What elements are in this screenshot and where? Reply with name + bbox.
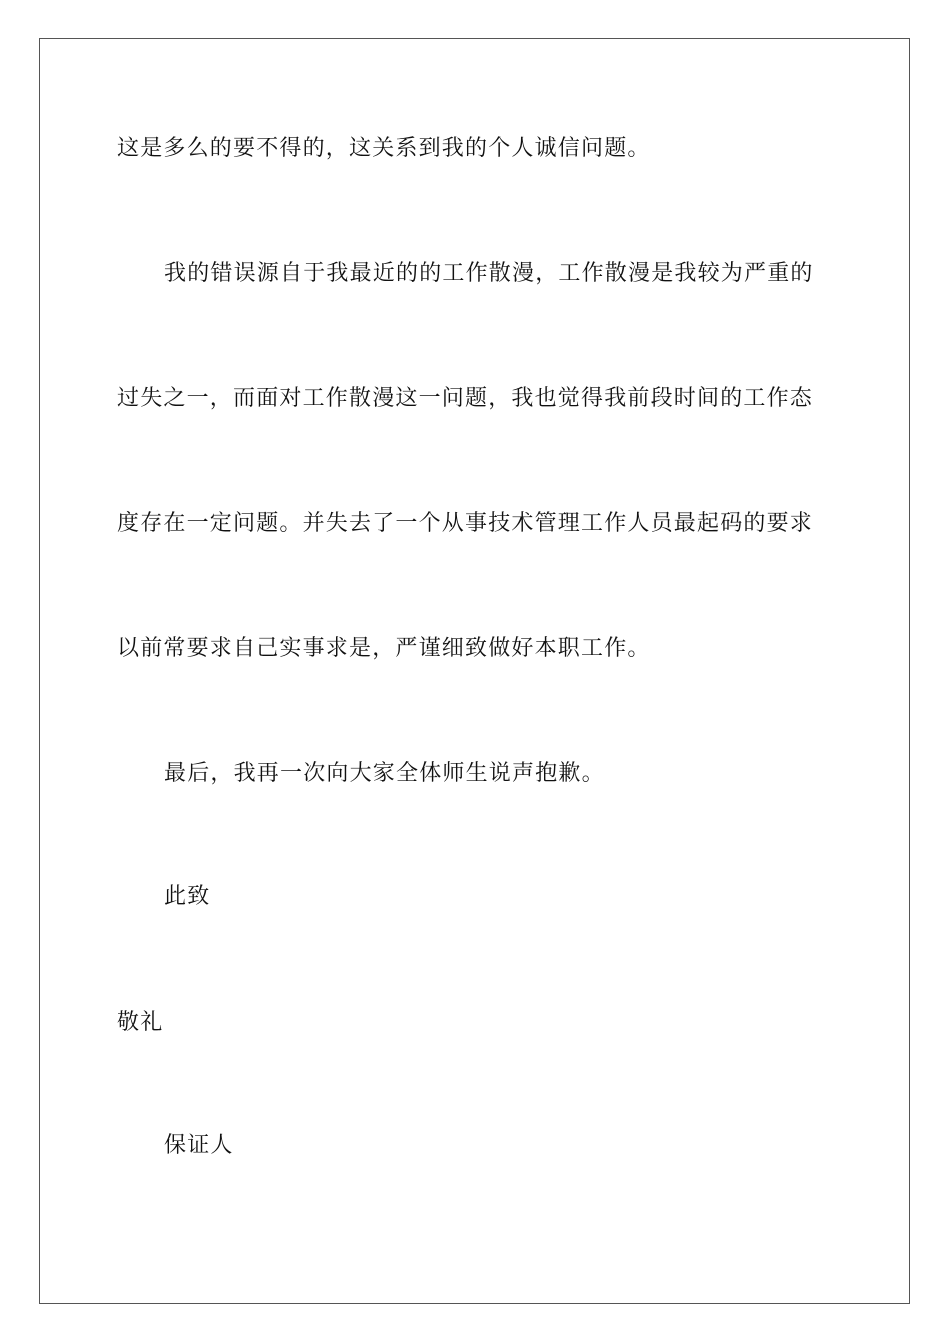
paragraph-line-1: 这是多么的要不得的，这关系到我的个人诚信问题。 <box>117 136 651 161</box>
paragraph-line-2: 我的错误源自于我最近的的工作散漫，工作散漫是我较为严重的 <box>164 261 814 286</box>
paragraph-line-5: 以前常要求自己实事求是，严谨细致做好本职工作。 <box>117 636 651 661</box>
salutation-jingli: 敬礼 <box>117 1010 164 1035</box>
guarantor-label: 保证人 <box>164 1133 234 1158</box>
page-border <box>39 38 910 1304</box>
paragraph-line-3: 过失之一，而面对工作散漫这一问题，我也觉得我前段时间的工作态 <box>117 386 814 411</box>
salutation-cizhi: 此致 <box>164 884 211 909</box>
paragraph-line-4: 度存在一定问题。并失去了一个从事技术管理工作人员最起码的要求 <box>117 511 814 536</box>
closing-apology: 最后，我再一次向大家全体师生说声抱歉。 <box>164 761 605 786</box>
